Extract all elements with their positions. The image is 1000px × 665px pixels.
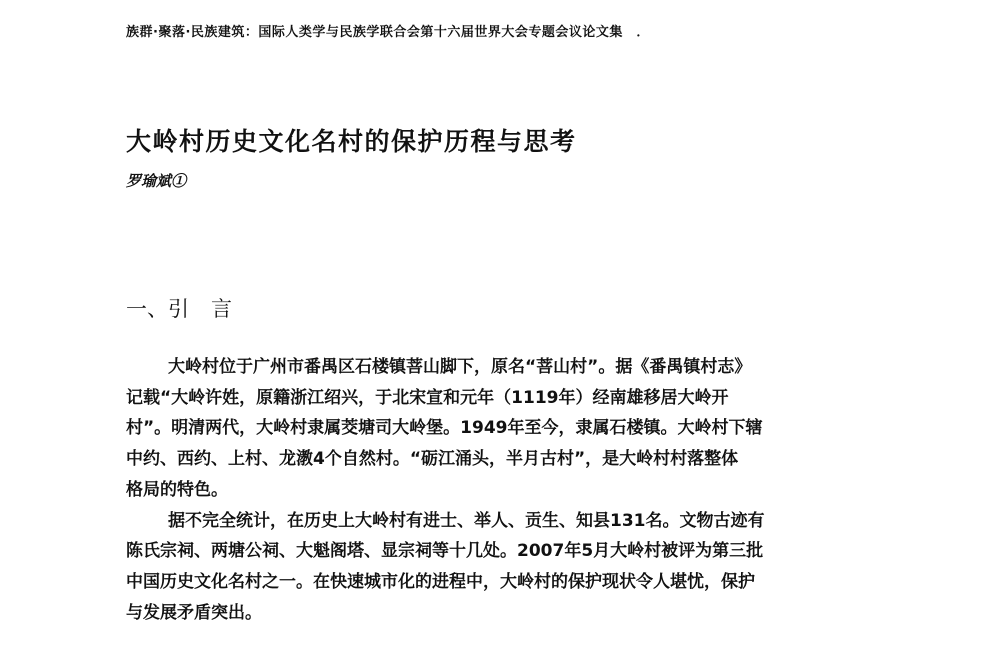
paragraph-line: 中国历史文化名村之一。在快速城市化的进程中，大岭村的保护现状令人堪忧，保护: [126, 571, 755, 592]
paragraph-line: 村”。明清两代，大岭村隶属茭塘司大岭堡。1949年至今，隶属石楼镇。大岭村下辖: [126, 418, 763, 439]
section-heading: [126, 293, 232, 323]
running-header: 族群·聚落·民族建筑：国际人类学与民族学联合会第十六届世界大会专题会议论文集 ．: [126, 25, 650, 40]
author-name: 罗瑜斌①: [126, 172, 187, 190]
body-text: [126, 352, 926, 628]
paragraph-line: 格局的特色。: [126, 479, 228, 500]
article-title: 大岭村历史文化名村的保护历程与思考: [126, 127, 577, 156]
section-heading-part-2: 言: [211, 297, 232, 321]
paragraph-line: 记载“大岭许姓，原籍浙江绍兴，于北宋宣和元年（1119年）经南雄移居大岭开: [126, 387, 729, 408]
paragraph-line: 中约、西约、上村、龙漖4个自然村。“砺江涌头，半月古村”，是大岭村村落整体: [126, 449, 739, 470]
paragraph-line: 大岭村位于广州市番禺区石楼镇菩山脚下，原名“菩山村”。据《番禺镇村志》: [168, 357, 752, 377]
paragraph-1: [126, 352, 926, 506]
paragraph-2: [126, 506, 926, 629]
section-heading-part-1: 引: [168, 297, 189, 321]
paragraph-line: 与发展矛盾突出。: [126, 602, 262, 623]
paragraph-line: 据不完全统计，在历史上大岭村有进士、举人、贡生、知县131名。文物古迹有: [168, 510, 765, 531]
section-number: 一、: [126, 297, 168, 321]
paragraph-line: 陈氏宗祠、两塘公祠、大魁阁塔、显宗祠等十几处。2007年5月大岭村被评为第三批: [126, 541, 764, 562]
